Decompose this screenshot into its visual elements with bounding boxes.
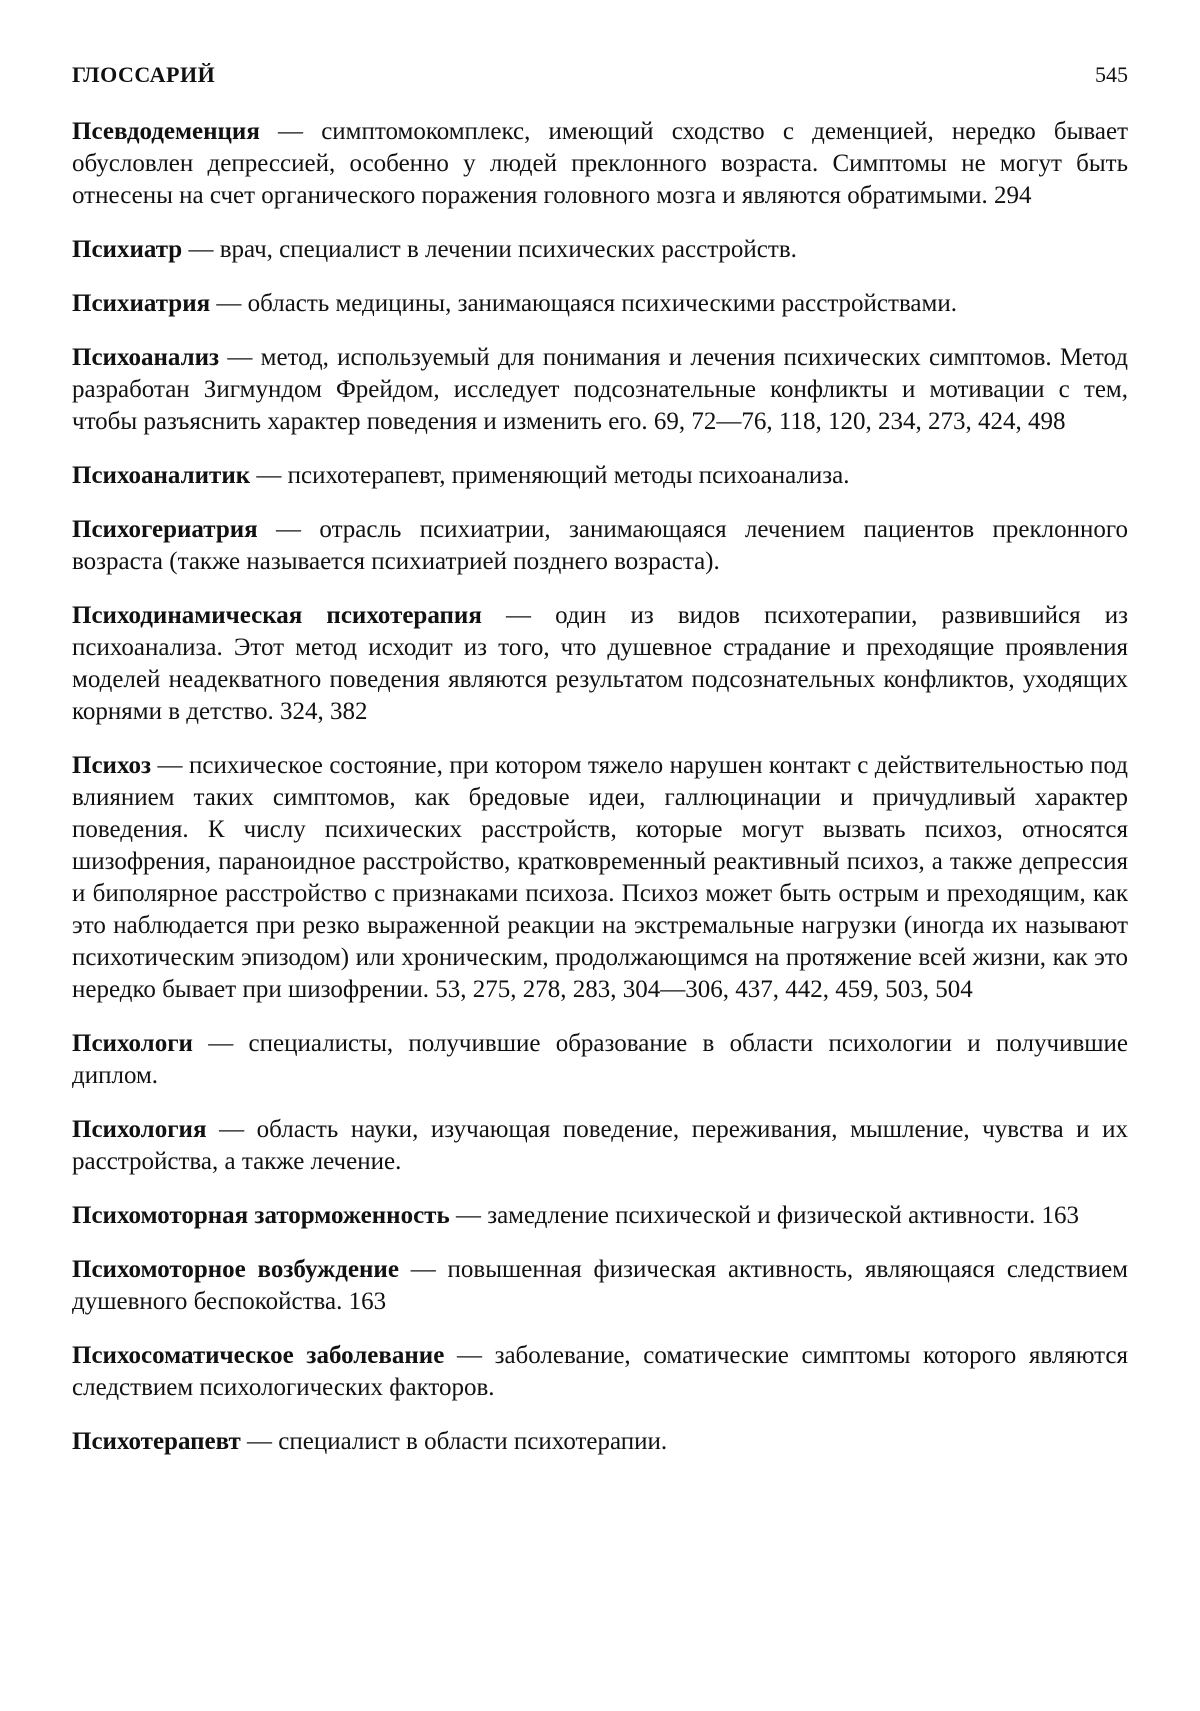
glossary-term: Психомоторное возбуждение	[72, 1256, 399, 1283]
glossary-definition: — область медицины, занимающаяся психическими расстройствами.	[210, 290, 957, 317]
glossary-term: Психиатрия	[72, 290, 211, 317]
glossary-entry	[72, 1340, 1128, 1404]
glossary-entry	[72, 1114, 1128, 1178]
glossary-definition: — область науки, изучающая поведение, переживания, мышление, чувства и их расстройства, а также лечение.	[72, 1116, 1128, 1175]
glossary-definition: — отрасль психиатрии, занимающаяся лечением пациентов преклонного возраста (также называется психиатрией позднего возраста).	[72, 516, 1128, 575]
glossary-entry	[72, 460, 1128, 492]
glossary-term: Психоаналитик	[72, 462, 251, 489]
glossary-term: Психоанализ	[72, 344, 220, 371]
glossary-entry	[72, 342, 1128, 438]
glossary-term: Психоз	[72, 752, 152, 779]
page-number: 545	[1095, 62, 1128, 87]
glossary-definition: — заболевание, соматические симптомы которого являются следствием психологических факторов.	[72, 1342, 1128, 1401]
glossary-definition: — симптомокомплекс, имеющий сходство с деменцией, нередко бывает обусловлен депрессией, особенно у людей преклонного возраста. Симптомы не могут быть отнесены на счет органического поражения головного мозга и являются обратимыми. 294	[72, 118, 1128, 209]
glossary-term: Психологи	[72, 1030, 193, 1057]
glossary-entry	[72, 116, 1128, 212]
glossary-definition: — один из видов психотерапии, развившийся из психоанализа. Этот метод исходит из того, что душевное страдание и преходящие проявления моделей неадекватного поведения являются результатом подсознательных конфликтов, уходящих корнями в детство. 324, 382	[72, 602, 1128, 725]
glossary-entries	[72, 116, 1128, 1458]
glossary-term: Психомоторная заторможенность	[72, 1202, 450, 1229]
glossary-entry	[72, 1028, 1128, 1092]
glossary-definition: — врач, специалист в лечении психических расстройств.	[182, 236, 797, 263]
glossary-definition: — специалисты, получившие образование в области психологии и получившие диплом.	[72, 1030, 1128, 1089]
glossary-entry	[72, 600, 1128, 728]
glossary-entry	[72, 234, 1128, 266]
glossary-entry	[72, 1200, 1128, 1232]
glossary-entry	[72, 1254, 1128, 1318]
glossary-definition: — повышенная физическая активность, являющаяся следствием душевного беспокойства. 163	[72, 1256, 1129, 1315]
glossary-definition: — психическое состояние, при котором тяжело нарушен контакт с действительностью под влиянием таких симптомов, как бредовые идеи, галлюцинации и причудливый характер поведения. К числу психических расстройств, которые могут вызвать психоз, относятся шизофрения, параноидное расстройство, кратковременный реактивный психоз, а также депрессия и биполярное расстройство с признаками психоза. Психоз может быть острым и преходящим, как это наблюдается при резко выраженной реакции на экстремальные нагрузки (иногда их называют психотическим эпизодом) или хроническим, продолжающимся на протяжение всей жизни, как это нередко бывает при шизофрении. 53, 275, 278, 283, 304—306, 437, 442, 459, 503, 504	[72, 752, 1128, 1003]
glossary-term: Психология	[72, 1116, 207, 1143]
glossary-term: Псевдодеменция	[72, 118, 260, 145]
glossary-definition: — психотерапевт, применяющий методы психоанализа.	[250, 462, 850, 489]
glossary-definition: — специалист в области психотерапии.	[240, 1428, 668, 1455]
glossary-entry	[72, 1426, 1128, 1458]
glossary-definition: — метод, используемый для понимания и лечения психических симптомов. Метод разработан Зигмундом Фрейдом, исследует подсознательные конфликты и мотивации с тем, чтобы разъяснить характер поведения и изменить его. 69, 72—76, 118, 120, 234, 273, 424, 498	[72, 344, 1128, 435]
glossary-term: Психиатр	[72, 236, 183, 263]
glossary-entry	[72, 288, 1128, 320]
glossary-term: Психосоматическое заболевание	[72, 1342, 445, 1369]
running-head	[72, 62, 1128, 98]
glossary-term: Психогериатрия	[72, 516, 258, 543]
glossary-definition: — замедление психической и физической активности. 163	[449, 1202, 1080, 1229]
glossary-entry	[72, 750, 1128, 1006]
glossary-term: Психотерапевт	[72, 1428, 241, 1455]
glossary-entry	[72, 514, 1128, 578]
glossary-term: Психодинамическая психотерапия	[72, 602, 482, 629]
running-title: ГЛОССАРИЙ	[72, 62, 216, 87]
